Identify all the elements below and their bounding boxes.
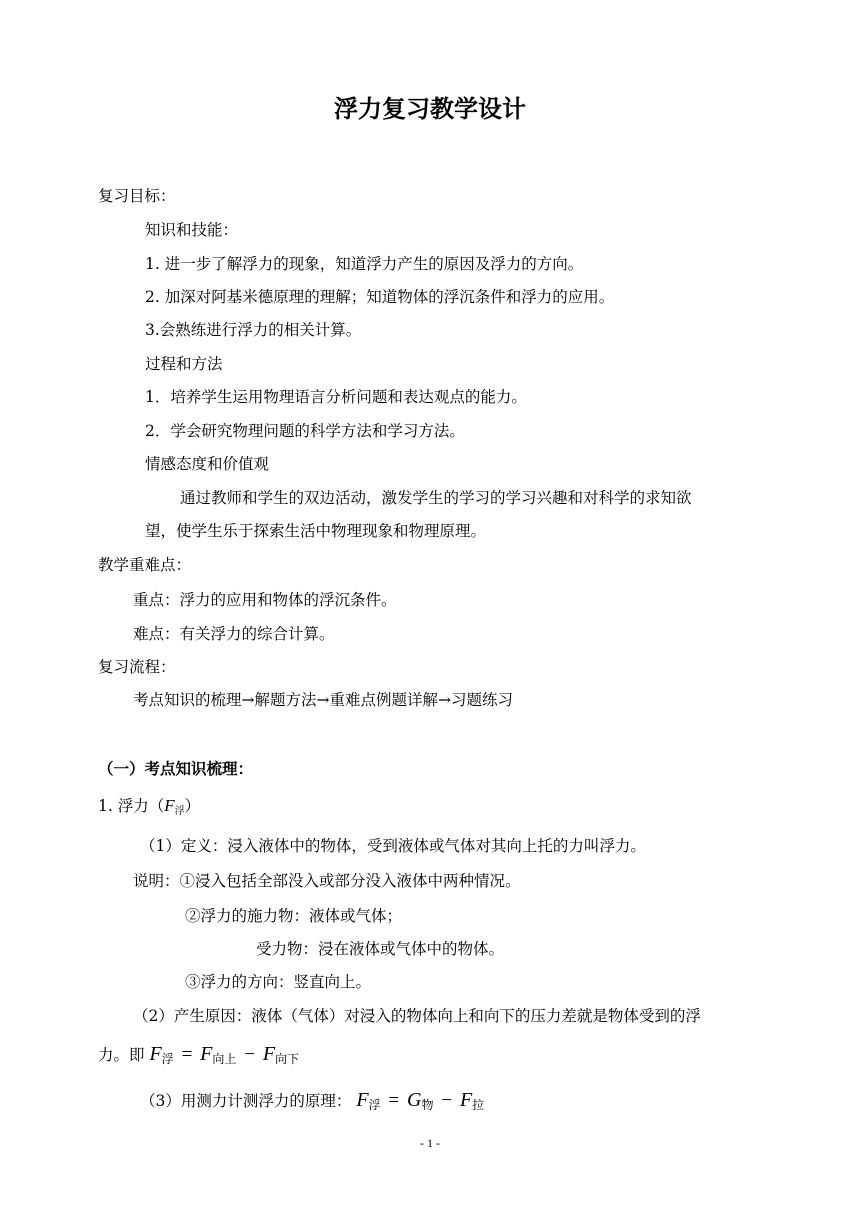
process-item-2: 2．学会研究物理问题的科学方法和学习方法。	[145, 422, 465, 440]
process-heading: 过程和方法	[145, 355, 223, 373]
measure-principle	[140, 1090, 484, 1112]
emotion-heading: 情感态度和价值观	[145, 455, 270, 473]
note-1: 说明：①浸入包括全部没入或部分没入液体中两种情况。	[133, 872, 521, 890]
pressure-difference-formula: F浮 = F向上 − F向下	[149, 1043, 300, 1066]
spring-scale-formula: F浮 = G物 − F拉	[356, 1089, 485, 1112]
section-heading-1: （一）考点知识梳理：	[98, 759, 254, 778]
key-difficult-heading: 教学重难点：	[98, 556, 192, 574]
goals-heading: 复习目标：	[98, 187, 176, 205]
emotion-text-line-2: 望，使学生乐于探索生活中物理现象和物理原理。	[145, 522, 487, 540]
definition-text: （1）定义：浸入液体中的物体，受到液体或气体对其向上托的力叫浮力。	[140, 837, 646, 855]
item-1-suffix: ）	[184, 797, 201, 815]
difficult-point: 难点：有关浮力的综合计算。	[133, 625, 335, 643]
emotion-text-line-1: 通过教师和学生的双边活动，激发学生的学习的学习兴趣和对科学的求知欲	[180, 489, 692, 507]
buoyancy-symbol: F浮	[164, 796, 185, 817]
flow-heading: 复习流程：	[98, 658, 176, 676]
cause-text-line-2	[98, 1044, 299, 1066]
knowledge-item-3: 3.会熟练进行浮力的相关计算。	[145, 321, 362, 339]
cause-line-prefix: 力。即	[98, 1046, 145, 1064]
flow-text: 考点知识的梳理→解题方法→重难点例题详解→习题练习	[133, 691, 513, 709]
note-4: ③浮力的方向：竖直向上。	[185, 973, 372, 991]
item-1-prefix: 1. 浮力（	[98, 797, 165, 815]
note-2: ②浮力的施力物：液体或气体；	[185, 907, 403, 925]
item-1-buoyancy	[98, 796, 200, 819]
page-number: - 1 -	[420, 1136, 440, 1150]
knowledge-item-2: 2. 加深对阿基米德原理的理解；知道物体的浮沉条件和浮力的应用。	[145, 288, 615, 306]
key-point: 重点：浮力的应用和物体的浮沉条件。	[133, 591, 397, 609]
measure-prefix: （3）用测力计测浮力的原理：	[140, 1092, 352, 1110]
knowledge-item-1: 1. 进一步了解浮力的现象，知道浮力产生的原因及浮力的方向。	[145, 255, 584, 273]
knowledge-heading: 知识和技能：	[145, 221, 239, 239]
note-3: 受力物：浸在液体或气体中的物体。	[256, 940, 505, 958]
document-title: 浮力复习教学设计	[334, 94, 526, 123]
cause-text-line-1: （2）产生原因：液体（气体）对浸入的物体向上和向下的压力差就是物体受到的浮	[133, 1007, 701, 1025]
process-item-1: 1．培养学生运用物理语言分析问题和表达观点的能力。	[145, 388, 527, 406]
